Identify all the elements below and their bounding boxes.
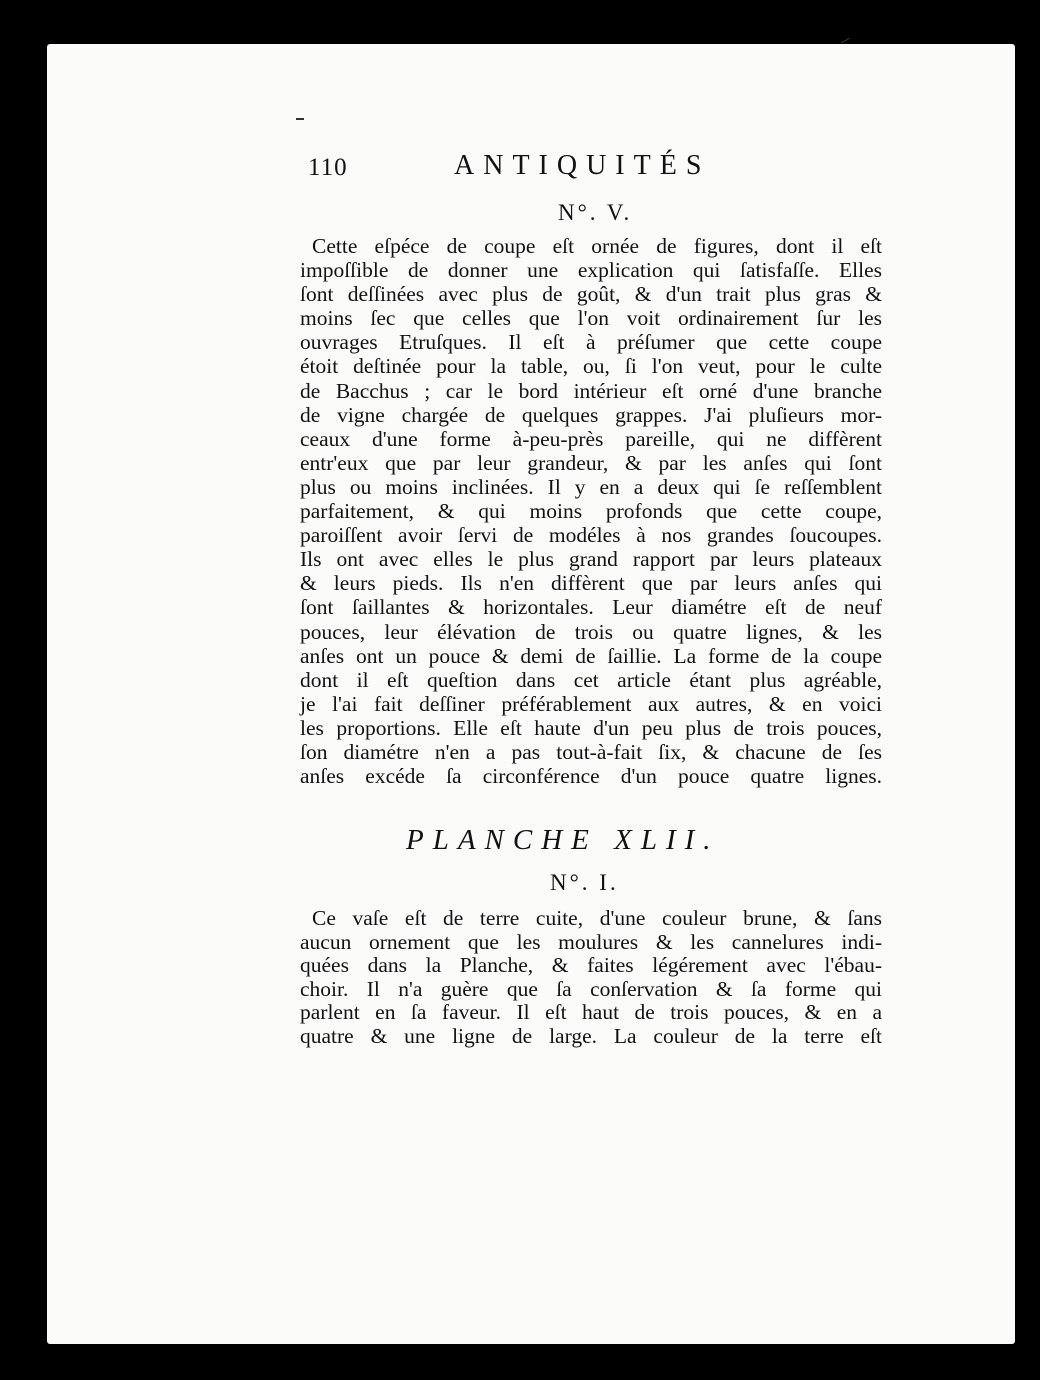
text-line: Ce vaſe eſt de terre cuite, d'une couleur brune, & ſans: [312, 906, 882, 930]
text-line: anſes ont un pouce & demi de ſaillie. La forme de la coupe: [300, 643, 882, 668]
text-line: Cette eſpéce de coupe eſt ornée de figures, dont il eſt: [312, 234, 882, 258]
section-heading-no-v: N°. V.: [558, 200, 633, 225]
text-line: je l'ai fait deſſiner préférablement aux autres, & en voici: [300, 691, 882, 716]
text-line: ouvrages Etruſques. Il eſt à préſumer que cette coupe: [300, 330, 882, 355]
text-line: de Bacchus ; car le bord intérieur eſt orné d'une branche: [300, 378, 882, 403]
text-line: Ils ont avec elles le plus grand rapport par leurs plateaux: [300, 547, 882, 572]
text-line: de vigne chargée de quelques grappes. J'ai pluſieurs mor-: [300, 402, 882, 427]
text-line: anſes excéde ſa circonférence d'un pouce quatre lignes.: [300, 764, 882, 789]
text-line: quatre & une ligne de large. La couleur de la terre eſt: [300, 1023, 882, 1048]
text-line: dont il eſt queſtion dans cet article étant plus agréable,: [300, 667, 882, 692]
text-line: moins ſec que celles que l'on voit ordinairement ſur les: [300, 306, 882, 331]
text-line: ſont deſſinées avec plus de goût, & d'un trait plus gras &: [300, 282, 882, 307]
text-line: étoit deſtinée pour la table, ou, ſi l'on veut, pour le culte: [300, 354, 882, 379]
text-line: paroiſſent avoir ſervi de modéles à nos grandes ſoucoupes.: [300, 523, 882, 548]
paragraph-no-v: [300, 234, 882, 788]
page-header: [308, 150, 734, 190]
text-line: ceaux d'une forme à-peu-près pareille, qui ne diffèrent: [300, 426, 882, 451]
text-line: parlent en ſa faveur. Il eſt haut de trois pouces, & en a: [300, 1000, 882, 1025]
plate-title: PLANCHE XLII.: [406, 824, 720, 856]
paragraph-no-i: [300, 907, 882, 1049]
page-number: 110: [308, 154, 348, 181]
text-line: & leurs pieds. Ils n'en diffèrent que par leurs anſes qui: [300, 571, 882, 596]
text-line: plus ou moins inclinées. Il y en a deux qui ſe reſſemblent: [300, 474, 882, 499]
text-line: les proportions. Elle eſt haute d'un peu plus de trois pouces,: [300, 715, 882, 740]
text-line: ſont ſaillantes & horizontales. Leur diamétre eſt de neuf: [300, 595, 882, 620]
running-head: ANTIQUITÉS: [454, 150, 711, 181]
corner-mark: [841, 38, 849, 43]
text-line: pouces, leur élévation de trois ou quatre lignes, & les: [300, 619, 882, 644]
text-line: ſon diamétre n'en a pas tout-à-fait ſix, & chacune de ſes: [300, 739, 882, 764]
text-line: parfaitement, & qui moins profonds que cette coupe,: [300, 499, 882, 524]
section-heading-no-i: N°. I.: [550, 870, 619, 895]
text-line: quées dans la Planche, & faites légérement avec l'ébau-: [300, 953, 882, 978]
margin-mark: [296, 118, 304, 120]
text-line: aucun ornement que les moulures & les cannelures indi-: [300, 929, 882, 954]
text-line: choir. Il n'a guère que ſa conſervation & ſa forme qui: [300, 976, 882, 1001]
text-line: entr'eux que par leur grandeur, & par les anſes qui ſont: [300, 450, 882, 475]
text-line: impoſſible de donner une explication qui ſatisfaſſe. Elles: [300, 258, 882, 283]
